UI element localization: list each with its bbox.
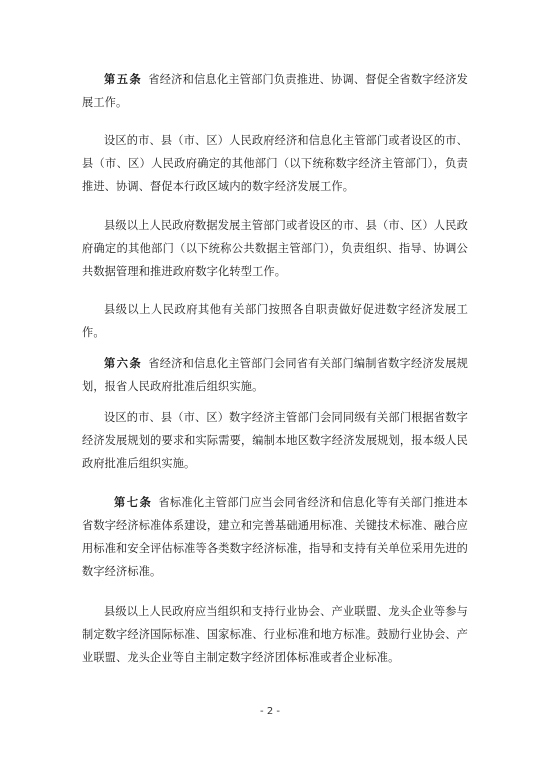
paragraph-text: 设区的市、县（市、区）数字经济主管部门会同同级有关部门根据省数字经济发展规划的要求和实际需要，编制本地区数字经济发展规划，报本级人民政府批准后组织实施。 [82, 411, 468, 470]
article-number: 第七条 [114, 495, 153, 509]
paragraph-text: 省经济和信息化主管部门会同省有关部门编制省数字经济发展规划，报省人民政府批准后组织实施。 [82, 357, 468, 393]
paragraph-text: 县级以上人民政府数据发展主管部门或者设区的市、县（市、区）人民政府确定的其他部门（以下统称公共数据主管部门），负责组织、指导、协调公共数据管理和推进政府数字化转型工作。 [82, 219, 468, 278]
paragraph-text: 县级以上人民政府应当组织和支持行业协会、产业联盟、龙头企业等参与制定数字经济国际标准、国家标准、行业标准和地方标准。鼓励行业协会、产业联盟、龙头企业等自主制定数字经济团体标准或者企业标准。 [82, 605, 468, 664]
paragraph-article-7 [82, 491, 468, 583]
paragraph-article-6-2 [82, 406, 468, 475]
paragraph-text: 县级以上人民政府其他有关部门按照各自职责做好促进数字经济发展工作。 [82, 303, 468, 339]
paragraph-article-5-3 [82, 214, 468, 283]
paragraph-article-5-4 [82, 298, 468, 344]
article-number: 第五条 [104, 72, 143, 86]
page-number: - 2 - [260, 706, 280, 717]
paragraph-text: 省经济和信息化主管部门负责推进、协调、督促全省数字经济发展工作。 [82, 73, 468, 109]
paragraph-text: 省标准化主管部门应当会同省经济和信息化等有关部门推进本省数字经济标准体系建设，建立和完善基础通用标准、关键技术标准、融合应用标准和安全评估标准等各类数字经济标准，指导和支持有关单位采用先进的数字经济标准。 [82, 496, 468, 578]
article-number: 第六条 [104, 356, 143, 370]
paragraph-article-6 [82, 352, 468, 398]
paragraph-article-5 [82, 68, 468, 114]
paragraph-article-5-2 [82, 129, 468, 198]
paragraph-text: 设区的市、县（市、区）人民政府经济和信息化主管部门或者设区的市、县（市、区）人民政府确定的其他部门（以下统称数字经济主管部门），负责推进、协调、督促本行政区域内的数字经济发展工作。 [82, 134, 468, 193]
paragraph-article-7-2 [82, 600, 468, 669]
